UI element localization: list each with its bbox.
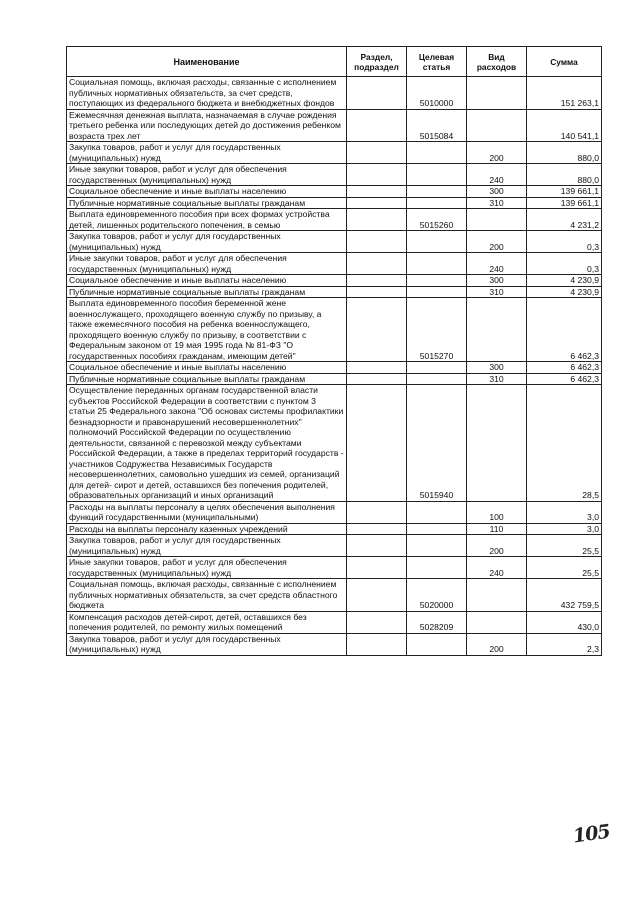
table-row xyxy=(67,164,602,186)
row-name-cell: Социальная помощь, включая расходы, связанные с исполнением публичных нормативных обязательств, за счет средств, поступающих из федерального бюджета и внебюджетных фондов xyxy=(67,77,347,110)
row-amount-cell: 6 462,3 xyxy=(527,298,602,362)
table-row xyxy=(67,501,602,523)
row-target-cell xyxy=(407,373,467,385)
row-amount-cell: 4 230,9 xyxy=(527,275,602,287)
row-name-cell: Закупка товаров, работ и услуг для государственных (муниципальных) нужд xyxy=(67,633,347,655)
row-target-cell xyxy=(407,231,467,253)
row-name-cell: Выплата единовременного пособия беременной жене военнослужащего, проходящего военную службу по призыву, а также ежемесячного пособия на ребенка военнослужащего, проходящего военную службу по призыву, в соответствии с Федеральным законом от 19 мая 1995 года № 81-ФЗ "О государственных пособиях гражданам, имеющим детей" xyxy=(67,298,347,362)
row-section-cell xyxy=(347,298,407,362)
row-target-cell: 5015270 xyxy=(407,298,467,362)
table-row xyxy=(67,535,602,557)
header-name: Наименование xyxy=(67,47,347,77)
row-target-cell xyxy=(407,523,467,535)
row-amount-cell: 25,5 xyxy=(527,557,602,579)
row-section-cell xyxy=(347,286,407,298)
row-amount-cell: 4 231,2 xyxy=(527,209,602,231)
row-name-cell: Иные закупки товаров, работ и услуг для обеспечения государственных (муниципальных) нужд xyxy=(67,557,347,579)
row-target-cell xyxy=(407,142,467,164)
row-target-cell: 5015940 xyxy=(407,385,467,502)
row-kind-cell xyxy=(467,611,527,633)
table-header-row xyxy=(67,47,602,77)
row-section-cell xyxy=(347,209,407,231)
row-section-cell xyxy=(347,275,407,287)
row-target-cell: 5020000 xyxy=(407,579,467,612)
row-section-cell xyxy=(347,186,407,198)
row-amount-cell: 139 661,1 xyxy=(527,197,602,209)
table-row xyxy=(67,186,602,198)
row-section-cell xyxy=(347,142,407,164)
row-name-cell: Закупка товаров, работ и услуг для государственных (муниципальных) нужд xyxy=(67,231,347,253)
table-row xyxy=(67,557,602,579)
header-section: Раздел, подраздел xyxy=(347,47,407,77)
table-row xyxy=(67,275,602,287)
row-section-cell xyxy=(347,611,407,633)
table-body xyxy=(67,77,602,656)
row-kind-cell: 200 xyxy=(467,231,527,253)
row-target-cell xyxy=(407,535,467,557)
table-row xyxy=(67,298,602,362)
row-amount-cell: 139 661,1 xyxy=(527,186,602,198)
row-amount-cell: 2,3 xyxy=(527,633,602,655)
row-kind-cell xyxy=(467,77,527,110)
row-section-cell xyxy=(347,557,407,579)
row-section-cell xyxy=(347,385,407,502)
header-kind: Вид расходов xyxy=(467,47,527,77)
row-section-cell xyxy=(347,633,407,655)
table-row xyxy=(67,142,602,164)
row-name-cell: Ежемесячная денежная выплата, назначаемая в случае рождения третьего ребенка или последующих детей до достижения ребенком возраста трех лет xyxy=(67,109,347,142)
row-kind-cell xyxy=(467,109,527,142)
row-target-cell: 5015084 xyxy=(407,109,467,142)
row-section-cell xyxy=(347,197,407,209)
row-kind-cell: 200 xyxy=(467,633,527,655)
row-kind-cell: 110 xyxy=(467,523,527,535)
header-amount: Сумма xyxy=(527,47,602,77)
table-row xyxy=(67,385,602,502)
row-kind-cell: 200 xyxy=(467,535,527,557)
row-name-cell: Расходы на выплаты персоналу в целях обеспечения выполнения функций государственными (муниципальными) xyxy=(67,501,347,523)
row-target-cell: 5028209 xyxy=(407,611,467,633)
row-kind-cell: 300 xyxy=(467,186,527,198)
row-amount-cell: 3,0 xyxy=(527,501,602,523)
row-name-cell: Иные закупки товаров, работ и услуг для обеспечения государственных (муниципальных) нужд xyxy=(67,164,347,186)
row-section-cell xyxy=(347,501,407,523)
row-target-cell xyxy=(407,286,467,298)
row-name-cell: Публичные нормативные социальные выплаты гражданам xyxy=(67,373,347,385)
row-section-cell xyxy=(347,253,407,275)
row-target-cell xyxy=(407,186,467,198)
row-target-cell xyxy=(407,633,467,655)
row-target-cell xyxy=(407,501,467,523)
row-name-cell: Выплата единовременного пособия при всех формах устройства детей, лишенных родительского попечения, в семью xyxy=(67,209,347,231)
row-section-cell xyxy=(347,535,407,557)
row-name-cell: Иные закупки товаров, работ и услуг для обеспечения государственных (муниципальных) нужд xyxy=(67,253,347,275)
table-row xyxy=(67,633,602,655)
row-amount-cell: 4 230,9 xyxy=(527,286,602,298)
row-section-cell xyxy=(347,77,407,110)
row-name-cell: Социальная помощь, включая расходы, связанные с исполнением публичных нормативных обязательств, за счет средств областного бюджета xyxy=(67,579,347,612)
row-kind-cell: 310 xyxy=(467,197,527,209)
row-name-cell: Социальное обеспечение и иные выплаты населению xyxy=(67,362,347,374)
row-kind-cell: 310 xyxy=(467,286,527,298)
table-row xyxy=(67,253,602,275)
row-kind-cell: 240 xyxy=(467,253,527,275)
row-section-cell xyxy=(347,523,407,535)
row-name-cell: Компенсация расходов детей-сирот, детей, оставшихся без попечения родителей, по ремонту жилых помещений xyxy=(67,611,347,633)
table-row xyxy=(67,523,602,535)
row-kind-cell xyxy=(467,385,527,502)
row-name-cell: Социальное обеспечение и иные выплаты населению xyxy=(67,275,347,287)
row-target-cell xyxy=(407,362,467,374)
table-row xyxy=(67,77,602,110)
row-kind-cell xyxy=(467,209,527,231)
row-kind-cell: 100 xyxy=(467,501,527,523)
row-kind-cell: 200 xyxy=(467,142,527,164)
row-name-cell: Публичные нормативные социальные выплаты гражданам xyxy=(67,286,347,298)
table-row xyxy=(67,231,602,253)
row-kind-cell: 240 xyxy=(467,164,527,186)
row-name-cell: Расходы на выплаты персоналу казенных учреждений xyxy=(67,523,347,535)
row-amount-cell: 151 263,1 xyxy=(527,77,602,110)
table-row xyxy=(67,362,602,374)
row-section-cell xyxy=(347,109,407,142)
row-section-cell xyxy=(347,164,407,186)
table-row xyxy=(67,286,602,298)
row-name-cell: Публичные нормативные социальные выплаты гражданам xyxy=(67,197,347,209)
row-amount-cell: 6 462,3 xyxy=(527,362,602,374)
header-target: Целевая статья xyxy=(407,47,467,77)
row-kind-cell: 300 xyxy=(467,362,527,374)
table-row xyxy=(67,209,602,231)
row-amount-cell: 25,5 xyxy=(527,535,602,557)
table-row xyxy=(67,611,602,633)
row-kind-cell: 300 xyxy=(467,275,527,287)
row-amount-cell: 6 462,3 xyxy=(527,373,602,385)
row-target-cell xyxy=(407,253,467,275)
row-amount-cell: 140 541,1 xyxy=(527,109,602,142)
table-row xyxy=(67,373,602,385)
table-row xyxy=(67,197,602,209)
row-amount-cell: 0,3 xyxy=(527,253,602,275)
row-kind-cell: 310 xyxy=(467,373,527,385)
row-name-cell: Закупка товаров, работ и услуг для государственных (муниципальных) нужд xyxy=(67,535,347,557)
row-target-cell: 5015260 xyxy=(407,209,467,231)
row-section-cell xyxy=(347,362,407,374)
row-amount-cell: 0,3 xyxy=(527,231,602,253)
row-kind-cell xyxy=(467,298,527,362)
page-number: 105 xyxy=(571,820,612,848)
row-target-cell xyxy=(407,557,467,579)
row-section-cell xyxy=(347,231,407,253)
row-amount-cell: 430,0 xyxy=(527,611,602,633)
row-target-cell xyxy=(407,275,467,287)
row-amount-cell: 432 759,5 xyxy=(527,579,602,612)
row-name-cell: Осуществление переданных органам государственной власти субъектов Российской Федерации в соответствии с пунктом 3 статьи 25 Федерального закона "Об основах системы профилактики безнадзорности и правонарушений несовершеннолетних" полномочий Российской Федерации по осуществлению деятельности, связанной с перевозкой между субъектами Российской Федерации, а также в пределах территорий государств - участников Содружества Независимых Государств несовершеннолетних, самовольно ушедших из семей, организаций для детей- сирот и детей, оставшихся без попечения родителей, образовательных организаций и иных организаций xyxy=(67,385,347,502)
row-amount-cell: 880,0 xyxy=(527,164,602,186)
table-row xyxy=(67,579,602,612)
row-kind-cell: 240 xyxy=(467,557,527,579)
row-section-cell xyxy=(347,579,407,612)
row-amount-cell: 28,5 xyxy=(527,385,602,502)
row-amount-cell: 880,0 xyxy=(527,142,602,164)
row-section-cell xyxy=(347,373,407,385)
row-target-cell: 5010000 xyxy=(407,77,467,110)
row-target-cell xyxy=(407,164,467,186)
row-kind-cell xyxy=(467,579,527,612)
budget-table xyxy=(66,46,602,656)
row-amount-cell: 3,0 xyxy=(527,523,602,535)
row-name-cell: Социальное обеспечение и иные выплаты населению xyxy=(67,186,347,198)
row-name-cell: Закупка товаров, работ и услуг для государственных (муниципальных) нужд xyxy=(67,142,347,164)
table-row xyxy=(67,109,602,142)
row-target-cell xyxy=(407,197,467,209)
